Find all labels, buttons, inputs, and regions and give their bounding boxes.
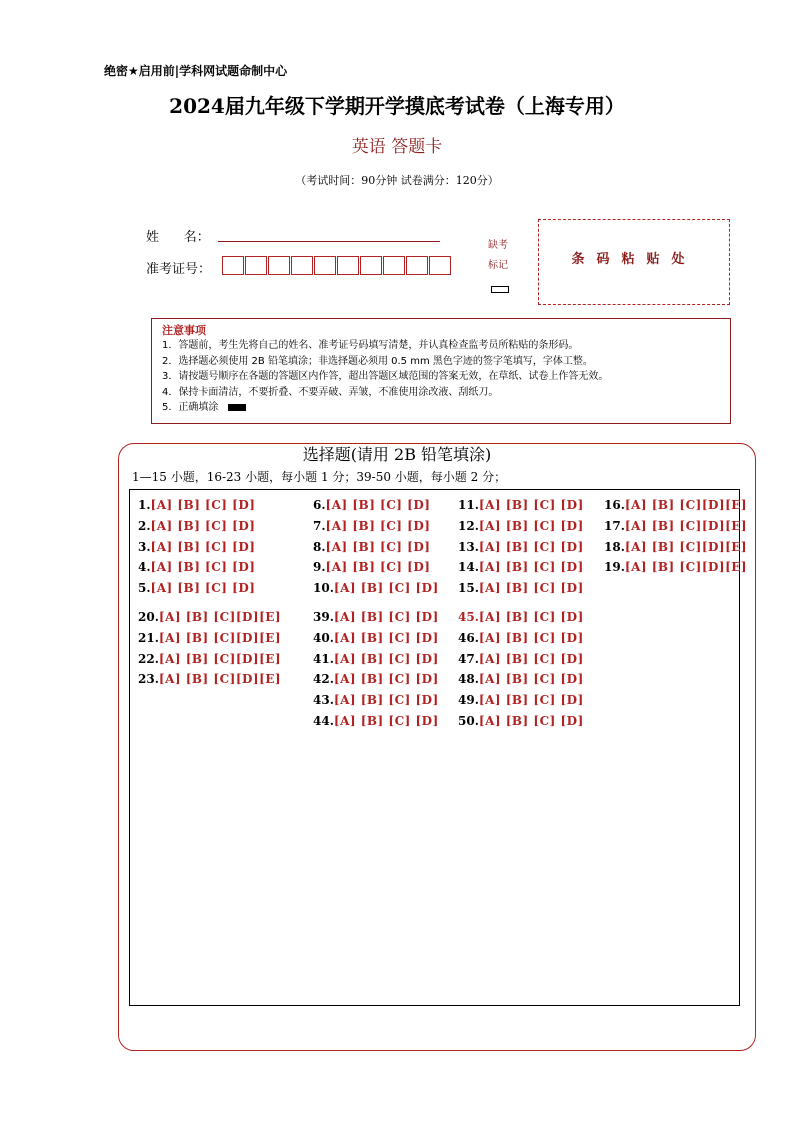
- question-number: 13.: [458, 539, 479, 554]
- exam-id-digit-box[interactable]: [429, 256, 451, 275]
- question-row: [138, 581, 255, 595]
- question-row: [138, 519, 255, 533]
- question-row: [313, 714, 439, 728]
- question-number: 7.: [313, 518, 326, 533]
- question-row: [313, 498, 430, 512]
- notice-item: 1．答题前，考生先将自己的姓名、准考证号码填写清楚，并认真检查监考员所粘贴的条形码。: [162, 340, 579, 351]
- question-number: 48.: [458, 672, 479, 687]
- exam-id-digit-box[interactable]: [337, 256, 359, 275]
- answer-bubbles[interactable]: [A] [B] [C] [D]: [478, 651, 584, 666]
- question-number: 22.: [138, 651, 159, 666]
- question-number: 50.: [458, 714, 479, 728]
- question-number: 46.: [458, 630, 479, 645]
- exam-id-digit-box[interactable]: [245, 256, 267, 275]
- question-row: [458, 498, 584, 512]
- notice-title: 注意事项: [162, 324, 206, 337]
- question-row: [313, 540, 430, 554]
- question-row: [458, 610, 584, 624]
- answer-bubbles[interactable]: [A] [B] [C][D][E]: [624, 498, 748, 512]
- question-row: [458, 672, 584, 686]
- question-row: [458, 560, 584, 574]
- exam-id-digit-box[interactable]: [406, 256, 428, 275]
- exam-id-digit-box[interactable]: [360, 256, 382, 275]
- question-number: 2.: [138, 518, 151, 533]
- exam-id-digit-box[interactable]: [314, 256, 336, 275]
- barcode-area: [538, 219, 730, 305]
- question-row: [138, 560, 255, 574]
- notice-item: 3．请按题号顺序在各题的答题区内作答，超出答题区域范围的答案无效，在草纸、试卷上作答无效。: [162, 371, 609, 382]
- question-row: [458, 519, 584, 533]
- question-row: [313, 652, 439, 666]
- answer-bubbles[interactable]: [A] [B] [C] [D]: [333, 693, 439, 708]
- answer-bubbles[interactable]: [A] [B] [C] [D]: [325, 498, 431, 512]
- question-row: [138, 652, 281, 666]
- answer-bubbles[interactable]: [A] [B] [C][D][E]: [158, 651, 282, 666]
- notice-box: [151, 318, 731, 424]
- notice-item: 2．选择题必须使用 2B 铅笔填涂；非选择题必须用 0.5 mm 黑色字迹的签字笔填写，字体工整。: [162, 355, 593, 367]
- answer-bubbles[interactable]: [A] [B] [C] [D]: [478, 672, 584, 687]
- barcode-label: 条码粘贴处: [571, 252, 697, 267]
- question-row: [138, 498, 255, 512]
- answer-bubbles[interactable]: [A] [B] [C] [D]: [333, 672, 439, 687]
- answer-bubbles[interactable]: [A] [B] [C] [D]: [150, 539, 256, 554]
- question-row: [138, 540, 255, 554]
- question-row: [138, 631, 281, 645]
- answer-bubbles[interactable]: [A] [B] [C] [D]: [150, 518, 256, 533]
- question-number: 42.: [313, 672, 334, 687]
- question-row: [604, 519, 747, 533]
- answer-bubbles[interactable]: [A] [B] [C] [D]: [478, 714, 584, 728]
- question-number: 43.: [313, 693, 334, 708]
- answer-bubbles[interactable]: [A] [B] [C] [D]: [478, 539, 584, 554]
- page-subtitle: 英语 答题卡: [351, 137, 443, 157]
- answer-bubbles[interactable]: [A] [B] [C] [D]: [478, 693, 584, 708]
- answer-bubbles[interactable]: [A] [B] [C] [D]: [333, 714, 439, 728]
- question-row: [138, 672, 281, 686]
- question-row: [313, 610, 439, 624]
- question-number: 6.: [313, 498, 326, 512]
- answer-bubbles[interactable]: [A] [B] [C][D][E]: [158, 630, 282, 645]
- question-number: 39.: [313, 610, 334, 624]
- question-number: 45.: [458, 610, 479, 624]
- question-number: 11.: [458, 498, 479, 512]
- question-number: 10.: [313, 581, 334, 596]
- answer-grid: [129, 489, 748, 1006]
- answer-bubbles[interactable]: [A] [B] [C] [D]: [333, 630, 439, 645]
- answer-bubbles[interactable]: [A] [B] [C] [D]: [325, 518, 431, 533]
- question-number: 40.: [313, 630, 334, 645]
- choice-section-title: 选择题(请用 2B 铅笔填涂): [302, 445, 492, 464]
- choice-section-desc: 1—15 小题，16-23 小题，每小题 1 分；39-50 小题，每小题 2 分；: [132, 470, 507, 484]
- question-number: 47.: [458, 651, 479, 666]
- name-input-line[interactable]: [218, 240, 440, 242]
- question-row: [313, 519, 430, 533]
- question-number: 14.: [458, 560, 479, 575]
- exam-id-digit-box[interactable]: [383, 256, 405, 275]
- question-number: 18.: [604, 539, 625, 554]
- answer-bubbles[interactable]: [A] [B] [C] [D]: [478, 581, 584, 596]
- question-row: [458, 540, 584, 554]
- exam-id-label: 准考证号：: [146, 262, 212, 277]
- filled-sample-icon: [228, 404, 246, 411]
- answer-bubbles[interactable]: [A] [B] [C] [D]: [333, 651, 439, 666]
- answer-bubbles[interactable]: [A] [B] [C] [D]: [478, 630, 584, 645]
- question-row: [458, 631, 584, 645]
- question-row: [604, 540, 747, 554]
- question-row: [313, 693, 439, 707]
- question-row: [458, 714, 584, 728]
- question-number: 21.: [138, 630, 159, 645]
- question-number: 8.: [313, 539, 326, 554]
- question-row: [604, 560, 747, 574]
- notice-item: 4．保持卡面清洁，不要折叠、不要弄破、弄皱，不准使用涂改液、刮纸刀。: [162, 386, 499, 398]
- answer-bubbles[interactable]: [A] [B] [C] [D]: [478, 610, 584, 624]
- question-number: 3.: [138, 539, 151, 554]
- question-number: 9.: [313, 560, 326, 575]
- answer-bubbles[interactable]: [A] [B] [C] [D]: [325, 560, 431, 575]
- answer-bubbles[interactable]: [A] [B] [C] [D]: [478, 560, 584, 575]
- question-number: 44.: [313, 714, 334, 728]
- question-number: 19.: [604, 560, 625, 575]
- question-number: 5.: [138, 581, 151, 596]
- answer-bubbles[interactable]: [A] [B] [C] [D]: [150, 560, 256, 575]
- notice-item: 5．正确填涂: [162, 400, 720, 416]
- exam-id-digit-box[interactable]: [222, 256, 244, 275]
- exam-id-digit-box[interactable]: [268, 256, 290, 275]
- question-row: [604, 498, 747, 512]
- absent-mark-box[interactable]: [491, 286, 509, 293]
- question-row: [458, 652, 584, 666]
- question-row: [313, 672, 439, 686]
- question-number: 23.: [138, 672, 159, 687]
- answer-bubbles[interactable]: [A] [B] [C] [D]: [150, 581, 256, 596]
- question-number: 1.: [138, 498, 151, 512]
- answer-bubbles[interactable]: [A] [B] [C] [D]: [333, 610, 439, 624]
- question-number: 16.: [604, 498, 625, 512]
- answer-bubbles[interactable]: [A] [B] [C][D][E]: [624, 560, 748, 575]
- question-number: 4.: [138, 560, 151, 575]
- question-row: [313, 560, 430, 574]
- exam-id-digit-box[interactable]: [291, 256, 313, 275]
- name-label: 姓 名：: [146, 230, 210, 245]
- question-row: [313, 581, 439, 595]
- absent-mark-label: 缺考 标记: [488, 240, 508, 271]
- confidential-label: 绝密★启用前|学科网试题命制中心: [104, 64, 288, 78]
- question-row: [138, 610, 281, 624]
- question-number: 49.: [458, 693, 479, 708]
- answer-bubbles[interactable]: [A] [B] [C] [D]: [333, 581, 439, 596]
- question-number: 15.: [458, 581, 479, 596]
- answer-bubbles[interactable]: [A] [B] [C][D][E]: [158, 610, 282, 624]
- answer-bubbles[interactable]: [A] [B] [C][D][E]: [624, 539, 748, 554]
- answer-bubbles[interactable]: [A] [B] [C][D][E]: [624, 518, 748, 533]
- page-title: 2024届九年级下学期开学摸底考试卷（上海专用）: [169, 94, 625, 118]
- question-row: [458, 693, 584, 707]
- answer-bubbles[interactable]: [A] [B] [C][D][E]: [158, 672, 282, 687]
- exam-time-info: （考试时间：90分钟 试卷满分：120分）: [295, 174, 499, 187]
- question-number: 20.: [138, 610, 159, 624]
- exam-id-boxes[interactable]: [222, 256, 452, 275]
- question-row: [458, 581, 584, 595]
- question-number: 41.: [313, 651, 334, 666]
- answer-bubbles[interactable]: [A] [B] [C] [D]: [150, 498, 256, 512]
- answer-bubbles[interactable]: [A] [B] [C] [D]: [478, 518, 584, 533]
- question-number: 17.: [604, 518, 625, 533]
- question-row: [313, 631, 439, 645]
- answer-bubbles[interactable]: [A] [B] [C] [D]: [325, 539, 431, 554]
- question-number: 12.: [458, 518, 479, 533]
- answer-bubbles[interactable]: [A] [B] [C] [D]: [478, 498, 584, 512]
